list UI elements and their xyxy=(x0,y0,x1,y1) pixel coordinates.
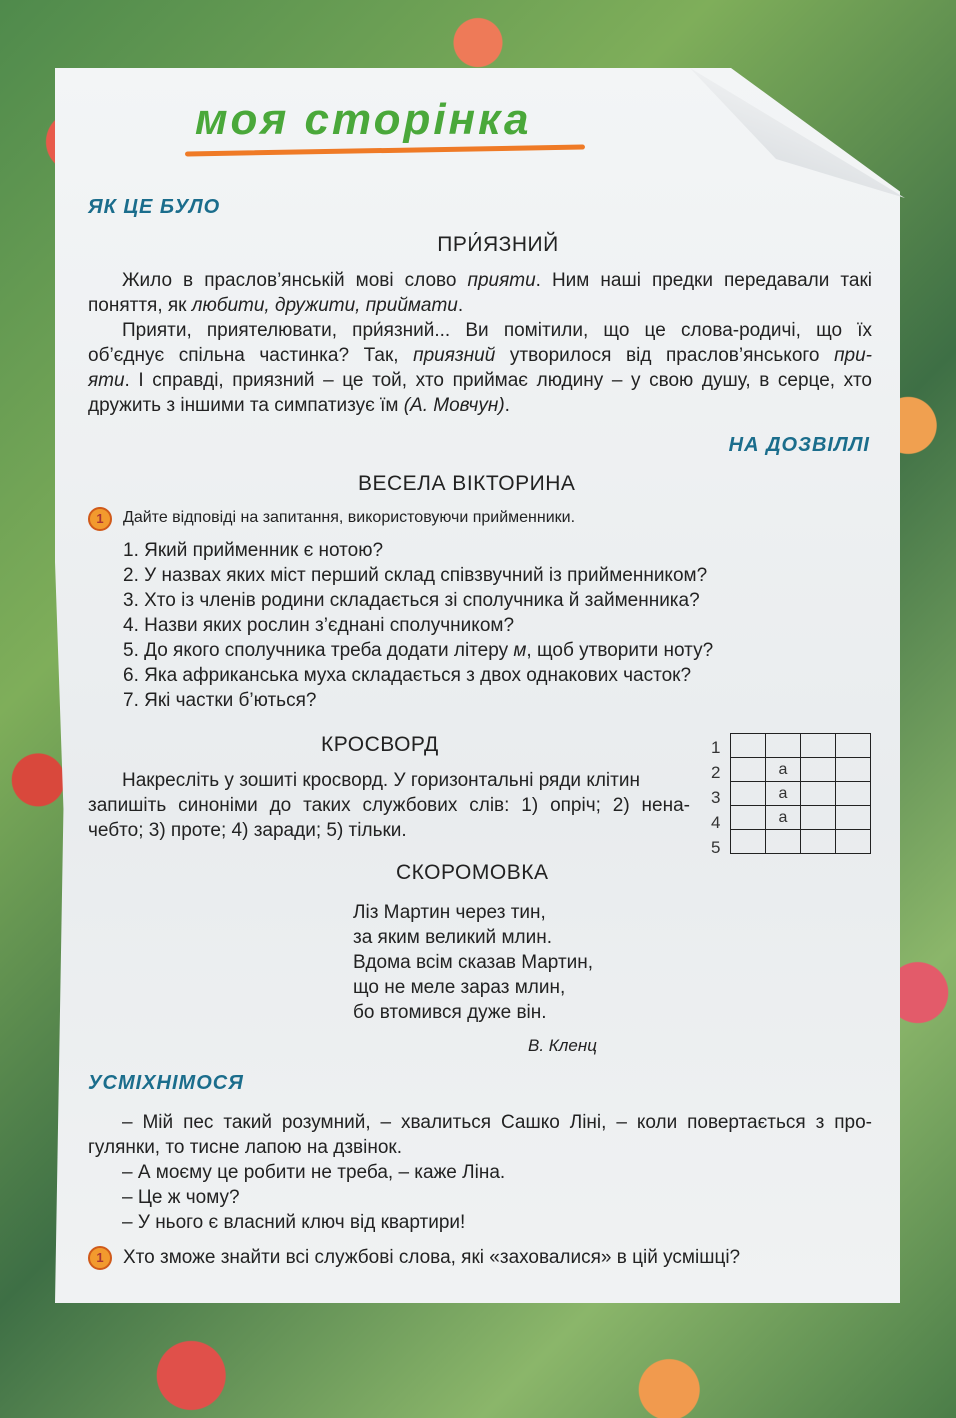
article-line: Жило в праслов’янській мові слово прияти. Ним наші предки передавали такі xyxy=(122,270,873,291)
article-line: яти. І справді, приязний – це той, хто приймає людину – у свою душу, в серце, хто xyxy=(88,370,872,391)
poem-line: Ліз Мартин через тин, xyxy=(353,902,546,923)
poem-line: Вдома всім сказав Мартин, xyxy=(353,952,594,973)
section-leisure: НА ДОЗВІЛЛІ xyxy=(728,434,870,456)
article-line: дружить з іншими та симпатизує їм (А. Мовчун). xyxy=(88,395,510,416)
quiz-title: ВЕСЕЛА ВІКТОРИНА xyxy=(358,472,576,495)
crossword-row-numbers: 1 2 3 4 5 xyxy=(711,738,721,857)
poem-line: що не меле зараз млин, xyxy=(353,977,566,998)
quiz-question: 2. У назвах яких міст перший склад співзвучний із прийменником? xyxy=(123,565,708,586)
quiz-question: 5. До якого сполучника треба додати літеру м, щоб утворити ноту? xyxy=(123,640,714,661)
article-line: об’єднує спільна частинка? Так, приязний утворилося від праслов’янського при- xyxy=(88,345,872,366)
crossword-title: КРОСВОРД xyxy=(321,733,439,756)
quiz-question: 4. Назви яких рослин з’єднані сполучником? xyxy=(123,615,515,636)
section-history: ЯК ЦЕ БУЛО xyxy=(88,196,221,218)
section-smile: УСМІХНІМОСЯ xyxy=(88,1072,244,1094)
joke-line: – Мій пес такий розумний, – хвалиться Сашко Ліні, – коли повертається з про- xyxy=(122,1112,872,1133)
article-line: Прияти, приятелювати, при́язний... Ви помітили, що це слова-родичі, що їх xyxy=(122,320,872,341)
joke-line: гулянки, то тисне лапою на дзвінок. xyxy=(88,1137,402,1158)
poem-author: В. Кленц xyxy=(528,1036,597,1055)
joke-line: – Це ж чому? xyxy=(122,1187,240,1208)
quiz-question: 1. Який прийменник є нотою? xyxy=(123,540,384,561)
crossword-text: чебто; 3) проте; 4) заради; 5) тільки. xyxy=(88,820,407,841)
article-title: ПРИ́ЯЗНИЙ xyxy=(437,233,559,256)
poem-line: бо втомився дуже він. xyxy=(353,1002,547,1023)
quiz-question: 7. Які частки б’ються? xyxy=(123,690,317,711)
crossword-grid: а а а xyxy=(730,733,871,854)
page-logo: моя сторінка xyxy=(195,95,532,144)
medal-icon: 1 xyxy=(88,507,112,531)
joke-task: Хто зможе знайти всі службові слова, які «заховалися» в цій усмішці? xyxy=(123,1247,741,1268)
crossword-text: запишіть синоніми до таких службових слів: 1) опріч; 2) нена- xyxy=(88,795,690,816)
quiz-question: 3. Хто із членів родини складається зі сполучника й займенника? xyxy=(123,590,700,611)
poem-line: за яким великий млин. xyxy=(353,927,552,948)
crossword-text: Накресліть у зошиті кросворд. У горизонтальні ряди клітин xyxy=(122,770,640,791)
quiz-question: 6. Яка африканська муха складається з двох однакових часток? xyxy=(123,665,692,686)
joke-line: – У нього є власний ключ від квартири! xyxy=(122,1212,466,1233)
medal-icon: 1 xyxy=(88,1246,112,1270)
tongue-twister-title: СКОРОМОВКА xyxy=(396,861,549,884)
article-line: поняття, як любити, дружити, приймати. xyxy=(88,295,464,316)
quiz-instruction: Дайте відповіді на запитання, використовуючи прийменники. xyxy=(123,509,576,526)
joke-line: – А моєму це робити не треба, – каже Ліна. xyxy=(122,1162,506,1183)
